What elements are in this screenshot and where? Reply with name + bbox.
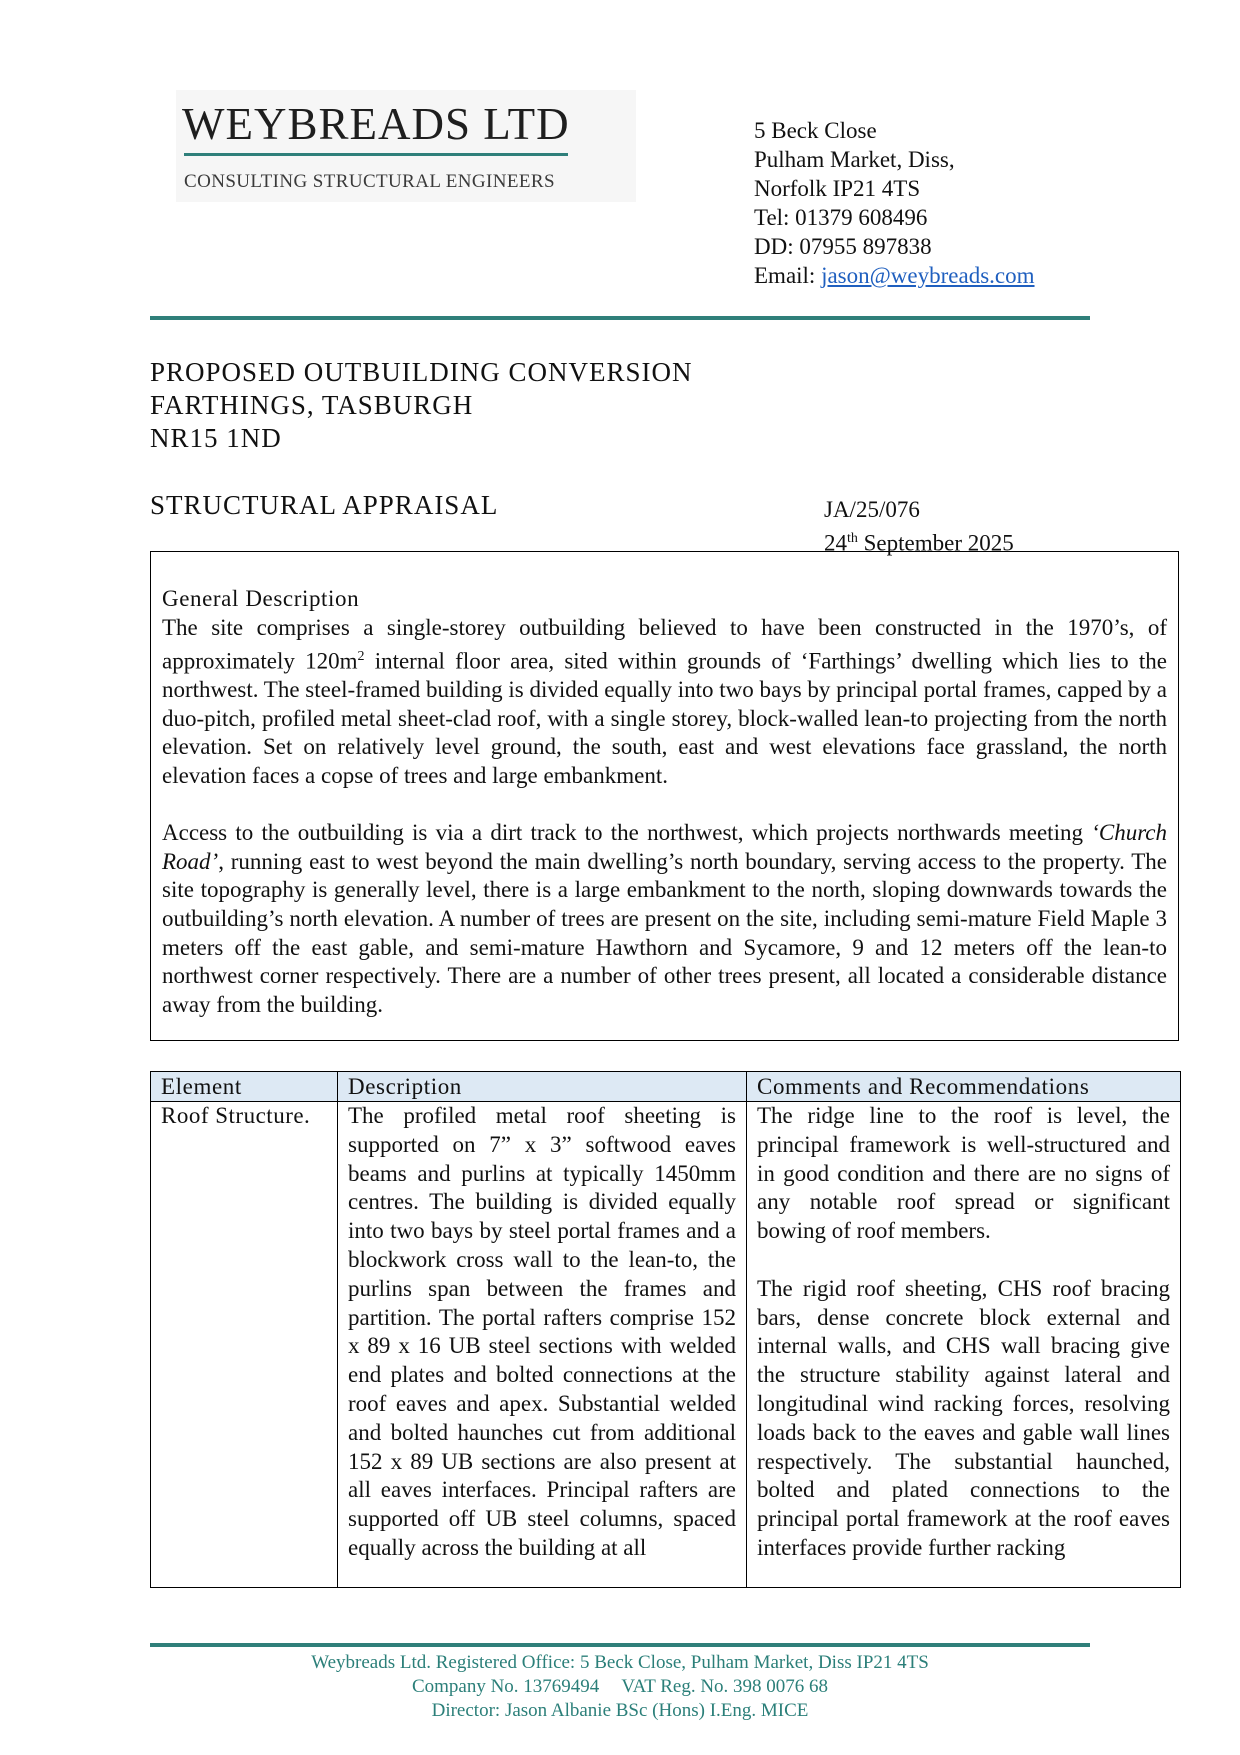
date-day: 24 bbox=[824, 530, 847, 556]
p2-italic: ‘Church Road’ bbox=[162, 819, 1167, 874]
footer-vat-number: VAT Reg. No. 398 0076 68 bbox=[621, 1676, 829, 1697]
cell-element: Roof Structure. bbox=[151, 1102, 338, 1588]
header-comments: Comments and Recommendations bbox=[747, 1072, 1181, 1102]
logo-subtitle: CONSULTING STRUCTURAL ENGINEERS bbox=[184, 171, 555, 192]
p1-superscript: 2 bbox=[357, 648, 365, 664]
project-title-line-2: FARTHINGS, TASBURGH bbox=[150, 390, 474, 420]
general-description-heading: General Description bbox=[162, 586, 360, 611]
footer-divider bbox=[150, 1643, 1090, 1647]
p1-text-b: internal floor area, sited within grounds of ‘Farthings’ dwelling which lies to the northwest. The steel-framed building is divided equally into two bays by principal portal frames, capped by a duo-pitch, profiled metal sheet-clad roof, with a single storey, block-walled lean-to projecting from the north elevation. Set on relatively level ground, the south, east and west elevations face grassland, the north elevation faces a copse of trees and large embankment. bbox=[162, 648, 1167, 789]
footer-registration bbox=[150, 1675, 1090, 1699]
project-title-line-1: PROPOSED OUTBUILDING CONVERSION bbox=[150, 357, 693, 387]
header-divider bbox=[150, 316, 1090, 320]
project-title-line-3: NR15 1ND bbox=[150, 423, 282, 453]
footer-registered-office: Weybreads Ltd. Registered Office: 5 Beck Close, Pulham Market, Diss IP21 4TS bbox=[311, 1652, 929, 1673]
address-line-3: Norfolk IP21 4TS bbox=[754, 176, 921, 201]
date-rest: September 2025 bbox=[857, 530, 1014, 556]
header-element: Element bbox=[151, 1072, 338, 1102]
project-title bbox=[150, 356, 693, 455]
comment-paragraph-2: The rigid roof sheeting, CHS roof bracing bars, dense concrete block external and internal walls, and CHS wall bracing give the structure stability against lateral and longitudinal wind racking forces, resolving loads back to the eaves and gable wall lines respectively. The substantial haunched, bolted and plated connections to the principal portal framework at the roof eaves interfaces provide further racking bbox=[757, 1275, 1170, 1560]
table-header-row bbox=[151, 1072, 1181, 1102]
cell-comments bbox=[747, 1102, 1181, 1588]
cell-description: The profiled metal roof sheeting is supported on 7” x 3” softwood eaves beams and purlins at typically 1450mm centres. The building is divided equally into two bays by steel portal frames and a blockwork cross wall to the lean-to, the purlins span between the frames and partition. The portal rafters comprise 152 x 89 x 16 UB steel sections with welded end plates and bolted connections at the roof eaves and apex. Substantial welded and bolted haunches cut from additional 152 x 89 UB sections are also present at all eaves interfaces. Principal rafters are supported off UB steel columns, spaced equally across the building at all bbox=[338, 1102, 747, 1588]
company-logo bbox=[176, 90, 636, 202]
comment-paragraph-1: The ridge line to the roof is level, the principal framework is well-structured and in good condition and there are no signs of any notable roof spread or significant bowing of roof members. bbox=[757, 1103, 1170, 1244]
address-email bbox=[754, 261, 1035, 290]
page-footer bbox=[150, 1651, 1090, 1723]
logo-divider bbox=[184, 153, 568, 156]
general-description-box bbox=[150, 551, 1179, 1041]
address-dd: DD: 07955 897838 bbox=[754, 234, 932, 259]
email-label: Email: bbox=[754, 263, 822, 288]
footer-director: Director: Jason Albanie BSc (Hons) I.Eng. MICE bbox=[431, 1700, 809, 1721]
document-type: STRUCTURAL APPRAISAL bbox=[150, 490, 499, 520]
address-tel: Tel: 01379 608496 bbox=[754, 205, 928, 230]
general-description-paragraph-1 bbox=[162, 614, 1167, 791]
element-table bbox=[150, 1071, 1181, 1588]
general-description-paragraph-2 bbox=[162, 819, 1167, 1020]
header-description: Description bbox=[338, 1072, 747, 1102]
footer-company-number: Company No. 13769494 bbox=[411, 1676, 600, 1697]
address-line-1: 5 Beck Close bbox=[754, 118, 877, 143]
email-link[interactable]: jason@weybreads.com bbox=[821, 263, 1035, 288]
address-line-2: Pulham Market, Diss, bbox=[754, 147, 955, 172]
reference-number: JA/25/076 bbox=[824, 497, 920, 522]
table-row bbox=[151, 1102, 1181, 1588]
p1-text-a: The site comprises a single-storey outbuilding believed to have been constructed in the 1970’s, of approximately 120m bbox=[162, 615, 1167, 674]
logo-company-name: WEYBREADS LTD bbox=[182, 99, 570, 149]
date-suffix: th bbox=[847, 531, 858, 546]
company-address bbox=[754, 116, 1035, 290]
p2-text-a: Access to the outbuilding is via a dirt track to the northwest, which projects northwards meeting bbox=[162, 819, 1092, 845]
p2-text-b: , running east to west beyond the main dwelling’s north boundary, serving access to the property. The site topography is generally level, there is a large embankment to the north, sloping downwards towards the outbuilding’s north elevation. A number of trees are present on the site, including semi-mature Field Maple 3 meters off the east gable, and semi-mature Hawthorn and Sycamore, 9 and 12 meters off the lean-to northwest corner respectively. There are a number of other trees present, all located a considerable distance away from the building. bbox=[162, 848, 1167, 1018]
reference-block bbox=[824, 495, 1014, 558]
